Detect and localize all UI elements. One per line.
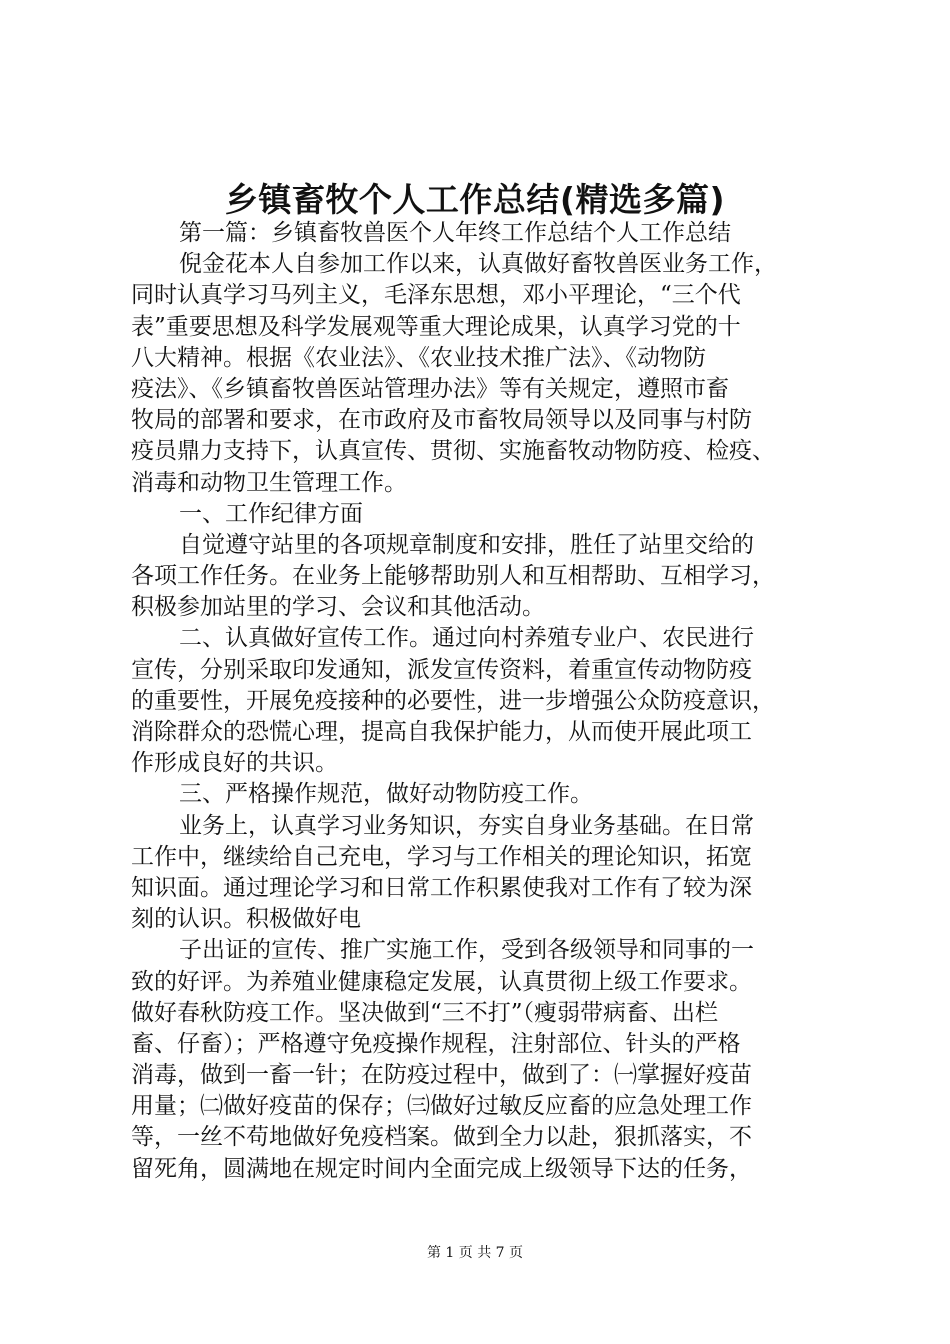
page-footer: 第 1 页 共 7 页 (426, 1245, 524, 1261)
paragraph-line: 八大精神。根据《农业法》、《农业技术推广法》、《动物防 (131, 344, 706, 371)
paragraph-line: 自觉遵守站里的各项规章制度和安排，胜任了站里交给的 (179, 531, 754, 558)
section-heading: 一、工作纪律方面 (179, 500, 363, 527)
document-body (131, 218, 845, 1185)
paragraph-line: 畜、仔畜）；严格遵守免疫操作规程，注射部位、针头的严格 (131, 1030, 741, 1057)
section-heading: 三、严格操作规范，做好动物防疫工作。 (179, 781, 593, 808)
paragraph-line: 消除群众的恐慌心理，提高自我保护能力，从而使开展此项工 (131, 719, 752, 745)
paragraph-line: 工作中，继续给自己充电，学习与工作相关的理论知识，拓宽 (131, 843, 752, 870)
paragraph-line: 的重要性，开展免疫接种的必要性，进一步增强公众防疫意识， (131, 687, 775, 714)
document-title: 乡镇畜牧个人工作总结(精选多篇) (224, 180, 726, 219)
paragraph-line: 知识面。通过理论学习和日常工作积累使我对工作有了较为深 (131, 874, 752, 901)
paragraph-line: 各项工作任务。在业务上能够帮助别人和互相帮助、互相学习， (131, 563, 775, 590)
paragraph-line: 业务上，认真学习业务知识，夯实自身业务基础。在日常 (179, 812, 754, 839)
paragraph-line: 疫员鼎力支持下，认真宣传、贯彻、实施畜牧动物防疫、检疫、 (131, 438, 775, 465)
paragraph-line: 作形成良好的共识。 (131, 750, 338, 777)
paragraph-line: 子出证的宣传、推广实施工作，受到各级领导和同事的一 (179, 937, 754, 964)
paragraph-line: 表”重要思想及科学发展观等重大理论成果，认真学习党的十 (131, 313, 741, 340)
paragraph-line: 宣传，分别采取印发通知，派发宣传资料，着重宣传动物防疫 (131, 656, 752, 683)
paragraph-line: 疫法》、《乡镇畜牧兽医站管理办法》等有关规定，遵照市畜 (131, 375, 729, 402)
paragraph-line: 刻的认识。积极做好电 (131, 906, 361, 933)
paragraph-line: 牧局的部署和要求，在市政府及市畜牧局领导以及同事与村防 (131, 407, 752, 434)
paragraph-line: 同时认真学习马列主义，毛泽东思想，邓小平理论，“三个代 (131, 282, 741, 309)
paragraph-line: 倪金花本人自参加工作以来，认真做好畜牧兽医业务工作， (179, 251, 777, 278)
paragraph-line: 第一篇：乡镇畜牧兽医个人年终工作总结个人工作总结 (179, 220, 731, 246)
paragraph-line: 消毒，做到一畜一针；在防疫过程中，做到了：㈠掌握好疫苗 (131, 1062, 752, 1089)
paragraph-line: 消毒和动物卫生管理工作。 (131, 469, 407, 496)
paragraph-line: 留死角，圆满地在规定时间内全面完成上级领导下达的任务， (131, 1155, 752, 1182)
paragraph-line: 致的好评。为养殖业健康稳定发展，认真贯彻上级工作要求。 (131, 968, 752, 995)
paragraph-line: 等，一丝不苟地做好免疫档案。做到全力以赴，狠抓落实，不 (131, 1124, 752, 1151)
paragraph-line: 积极参加站里的学习、会议和其他活动。 (131, 594, 545, 621)
section-heading: 二、认真做好宣传工作。通过向村养殖专业户、农民进行 (179, 625, 754, 652)
paragraph-line: 用量；㈡做好疫苗的保存；㈢做好过敏反应畜的应急处理工作 (131, 1093, 752, 1120)
paragraph-line: 做好春秋防疫工作。坚决做到“三不打”（瘦弱带病畜、出栏 (131, 999, 719, 1026)
